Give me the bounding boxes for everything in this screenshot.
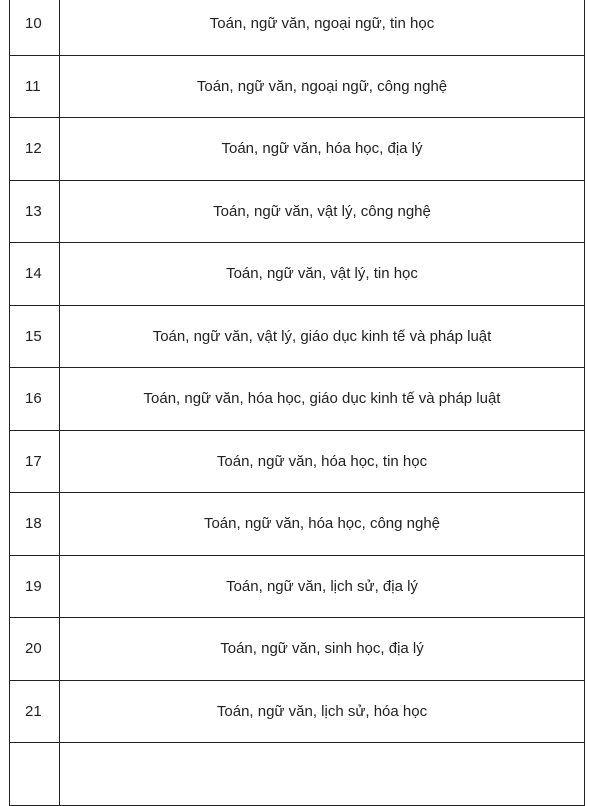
table-row — [10, 618, 585, 681]
table-row-partial — [10, 743, 585, 806]
subject-combination-empty — [60, 743, 585, 806]
row-number: 10 — [10, 0, 60, 55]
subject-combination: Toán, ngữ văn, lịch sử, địa lý — [60, 555, 585, 618]
subject-combination: Toán, ngữ văn, hóa học, địa lý — [60, 118, 585, 181]
row-number: 13 — [10, 180, 60, 243]
table-row — [10, 55, 585, 118]
subject-combination: Toán, ngữ văn, hóa học, công nghệ — [60, 493, 585, 556]
table-row — [10, 180, 585, 243]
table-body — [10, 0, 585, 805]
row-number: 18 — [10, 493, 60, 556]
row-number: 14 — [10, 243, 60, 306]
subject-combination-table — [9, 0, 585, 806]
table-row — [10, 243, 585, 306]
subject-combination: Toán, ngữ văn, vật lý, công nghệ — [60, 180, 585, 243]
subject-combination: Toán, ngữ văn, hóa học, tin học — [60, 430, 585, 493]
table-row — [10, 555, 585, 618]
table-row — [10, 368, 585, 431]
table-row — [10, 0, 585, 55]
table-row — [10, 680, 585, 743]
row-number-empty — [10, 743, 60, 806]
subject-combination: Toán, ngữ văn, lịch sử, hóa học — [60, 680, 585, 743]
row-number: 15 — [10, 305, 60, 368]
row-number: 16 — [10, 368, 60, 431]
row-number: 11 — [10, 55, 60, 118]
subject-combination: Toán, ngữ văn, vật lý, tin học — [60, 243, 585, 306]
table-row — [10, 305, 585, 368]
row-number: 19 — [10, 555, 60, 618]
table-row — [10, 430, 585, 493]
row-number: 17 — [10, 430, 60, 493]
row-number: 20 — [10, 618, 60, 681]
table-row — [10, 118, 585, 181]
subject-combination: Toán, ngữ văn, ngoại ngữ, công nghệ — [60, 55, 585, 118]
subject-combination: Toán, ngữ văn, hóa học, giáo dục kinh tế và pháp luật — [60, 368, 585, 431]
row-number: 12 — [10, 118, 60, 181]
subject-combination: Toán, ngữ văn, sinh học, địa lý — [60, 618, 585, 681]
subject-combination-table-container — [9, 0, 585, 806]
row-number: 21 — [10, 680, 60, 743]
subject-combination: Toán, ngữ văn, ngoại ngữ, tin học — [60, 0, 585, 55]
subject-combination: Toán, ngữ văn, vật lý, giáo dục kinh tế và pháp luật — [60, 305, 585, 368]
table-row — [10, 493, 585, 556]
